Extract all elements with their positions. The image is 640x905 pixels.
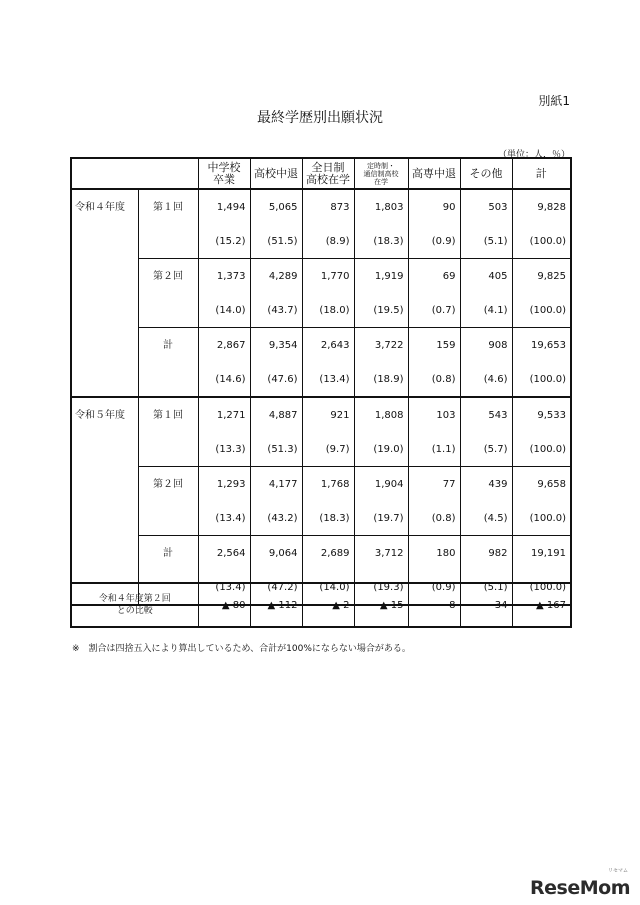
count-cell: 1,768 [302,467,354,502]
column-header: 高校中退 [250,158,302,189]
percentage-cell: (100.0) [512,224,571,259]
percentage-cell: (1.1) [408,432,460,467]
count-cell: 439 [460,467,512,502]
count-cell: 982 [460,536,512,571]
count-cell: 908 [460,328,512,363]
percentage-cell: (14.6) [198,362,250,397]
comparison-cell: 8 [408,583,460,627]
count-cell: 9,658 [512,467,571,502]
count-cell: 1,293 [198,467,250,502]
percentage-cell: (51.5) [250,224,302,259]
fiscal-year-label: 令和４年度 [71,189,138,397]
count-cell: 19,191 [512,536,571,571]
fiscal-year-label: 令和５年度 [71,397,138,605]
comparison-cell: ▲ 112 [250,583,302,627]
count-cell: 69 [408,259,460,294]
percentage-cell: (19.7) [354,501,408,536]
count-cell: 873 [302,189,354,224]
count-cell: 921 [302,397,354,432]
percentage-cell: (100.0) [512,432,571,467]
percentage-cell: (47.6) [250,362,302,397]
count-cell: 1,803 [354,189,408,224]
percentage-cell: (9.7) [302,432,354,467]
percentage-cell: (19.0) [354,432,408,467]
count-row [71,189,571,224]
count-cell: 2,867 [198,328,250,363]
count-cell: 4,289 [250,259,302,294]
column-header: 中学校 卒業 [198,158,250,189]
table-header-row [71,158,571,189]
percentage-cell: (15.2) [198,224,250,259]
count-cell: 9,064 [250,536,302,571]
percentage-cell: (100.0) [512,501,571,536]
count-cell: 3,722 [354,328,408,363]
count-cell: 405 [460,259,512,294]
percentage-cell: (0.9) [408,224,460,259]
percentage-cell: (100.0) [512,293,571,328]
count-cell: 503 [460,189,512,224]
percentage-cell: (19.3) [354,570,408,605]
percentage-cell: (5.7) [460,432,512,467]
column-header: 定時制・ 通信制高校 在学 [354,158,408,189]
column-header: その他 [460,158,512,189]
percentage-cell: (51.3) [250,432,302,467]
comparison-cell: ▲ 15 [354,583,408,627]
percentage-cell: (13.4) [302,362,354,397]
percentage-cell: (8.9) [302,224,354,259]
count-cell: 77 [408,467,460,502]
count-cell: 9,533 [512,397,571,432]
count-row [71,328,571,363]
page-title: 最終学歴別出願状況 [257,110,383,126]
percentage-cell: (13.4) [198,570,250,605]
percentage-cell: (14.0) [198,293,250,328]
footnote: ※ 割合は四捨五入により算出しているため、合計が100%にならない場合がある。 [72,644,411,654]
round-label: 第２回 [138,259,198,328]
comparison-cell: ▲ 167 [512,583,571,627]
count-cell: 4,177 [250,467,302,502]
percentage-cell: (18.9) [354,362,408,397]
count-cell: 1,904 [354,467,408,502]
count-cell: 1,808 [354,397,408,432]
round-label: 第１回 [153,202,183,213]
count-cell: 103 [408,397,460,432]
column-header: 計 [512,158,571,189]
count-cell: 9,354 [250,328,302,363]
count-cell: 2,643 [302,328,354,363]
count-cell: 159 [408,328,460,363]
percentage-cell: (5.1) [460,570,512,605]
comparison-cell: 34 [460,583,512,627]
percentage-cell: (43.7) [250,293,302,328]
percentage-cell: (0.9) [408,570,460,605]
comparison-cell: ▲ 2 [302,583,354,627]
count-cell: 1,770 [302,259,354,294]
round-label: 第２回 [138,467,198,536]
count-cell: 2,689 [302,536,354,571]
comparison-row [71,583,571,627]
count-cell: 1,373 [198,259,250,294]
count-cell: 1,919 [354,259,408,294]
column-header: 全日制 高校在学 [302,158,354,189]
percentage-cell: (4.1) [460,293,512,328]
column-header: 高専中退 [408,158,460,189]
count-row [71,259,571,294]
count-cell: 2,564 [198,536,250,571]
count-row [71,536,571,571]
percentage-cell: (100.0) [512,362,571,397]
count-cell: 4,887 [250,397,302,432]
percentage-cell: (4.5) [460,501,512,536]
percentage-cell: (18.3) [354,224,408,259]
count-cell: 5,065 [250,189,302,224]
percentage-cell: (13.3) [198,432,250,467]
logo-subtext: リセマム [608,868,628,874]
percentage-cell: (47.2) [250,570,302,605]
count-cell: 543 [460,397,512,432]
percentage-cell: (0.8) [408,501,460,536]
percentage-cell: (100.0) [512,570,571,605]
round-label: 計 [138,536,198,606]
comparison-label: 令和４年度第２回 との比較 [98,594,171,616]
percentage-cell: (13.4) [198,501,250,536]
percentage-cell: (18.0) [302,293,354,328]
count-row [71,467,571,502]
header-blank-cell [71,158,198,189]
comparison-cell: ▲ 80 [198,583,250,627]
annex-label: 別紙1 [538,94,570,108]
percentage-cell: (0.7) [408,293,460,328]
percentage-cell: (5.1) [460,224,512,259]
round-label: 計 [138,328,198,398]
percentage-cell: (43.2) [250,501,302,536]
count-row [71,397,571,432]
count-cell: 180 [408,536,460,571]
percentage-cell: (19.5) [354,293,408,328]
resemom-logo: ReseMom [530,877,630,899]
percentage-cell: (18.3) [302,501,354,536]
round-label: 第１回 [138,397,198,467]
count-cell: 90 [408,189,460,224]
count-cell: 9,825 [512,259,571,294]
unit-label: （単位：人，％） [497,150,570,160]
comparison-table [70,582,572,628]
percentage-cell: (14.0) [302,570,354,605]
count-cell: 3,712 [354,536,408,571]
count-cell: 1,271 [198,397,250,432]
percentage-cell: (0.8) [408,362,460,397]
applications-table [70,157,572,606]
count-cell: 1,494 [198,189,250,224]
percentage-cell: (4.6) [460,362,512,397]
count-cell: 9,828 [512,189,571,224]
count-cell: 19,653 [512,328,571,363]
